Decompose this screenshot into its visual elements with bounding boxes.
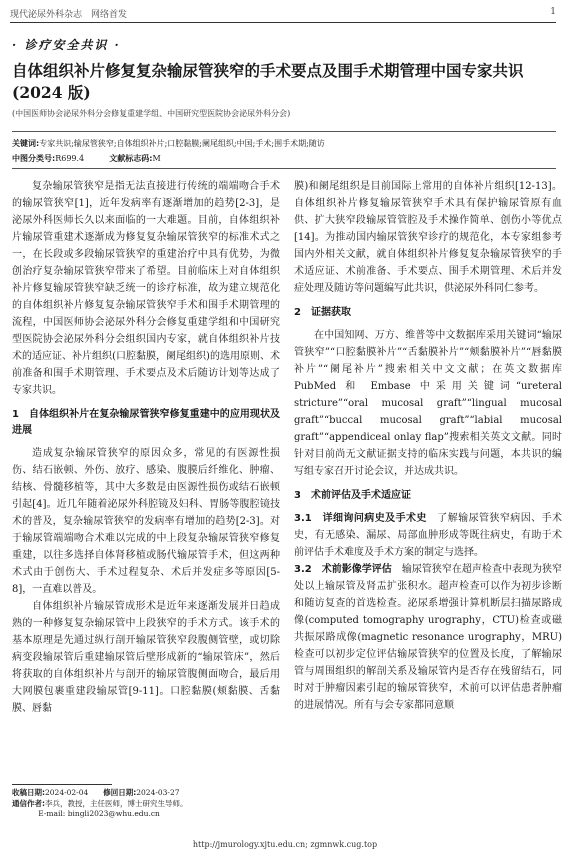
- journal-url: http://jmurology.xjtu.edu.cn; zgmnwk.cug.top: [192, 840, 378, 849]
- footnote: [12, 788, 280, 820]
- paragraph-continued: 膜)和阑尾组织是目前国际上常用的自体补片组织[12-13]。自体组织补片修复输尿管狭窄手术具有保护输尿管原有血供、扩大狭窄段输尿管管腔及手术操作简单、创伤小等优点[14]。为推动国内输尿管狭窄诊疗的规范化，本专家组参考国内外相关文献，就自体组织补片修复复杂输尿管狭窄的手术适应证、术前准备、手术要点、围手术期管理、术后并发症处理及随访等问题编写此共识，供泌尿外科同仁参考。: [294, 181, 562, 294]
- keywords-text: 专家共识;输尿管狭窄;自体组织补片;口腔黏膜;阑尾组织;中国;手术;围手术期;随访: [39, 139, 325, 148]
- clc-value: R699.4: [55, 154, 85, 163]
- running-header: [10, 4, 556, 20]
- revised-label: 修回日期:: [103, 788, 137, 797]
- meta-top-rule: [12, 131, 556, 132]
- revised-date: 2024-03-27: [136, 788, 180, 797]
- right-column: [294, 178, 562, 714]
- meta-bottom-rule: [12, 168, 556, 169]
- page-number: 1: [550, 7, 556, 17]
- doc-code-label: 文献标志码:: [109, 154, 153, 163]
- doc-code-value: M: [152, 154, 161, 163]
- section-tag: · 诊疗安全共识 ·: [12, 38, 121, 52]
- paragraph-3: 在中国知网、万方、维普等中文数据库采用关键词“输尿管狭窄”“口腔黏膜补片”“舌黏膜补片”“颊黏膜补片”“唇黏膜补片”“阑尾补片”搜索相关中文文献；在英文数据库 PubMed 和 Embase 中采用关键词“ureteral stricture”“oral mucosal graft”“lingual mucosal graft”“buccal mucosal graft”“labial mucosal graft”“appendiceal onlay flap”搜索相关英文文献。同时针对目前尚无文献证据支持的临床实践与问题，本共识的编写组专家召开讨论会议，并达成共识。: [294, 330, 562, 477]
- heading-1: 1 自体组织补片在复杂输尿管狭窄修复重建中的应用现状及进展: [12, 409, 280, 436]
- keywords-label: 关键词:: [12, 139, 40, 148]
- corr-label: 通信作者:: [12, 798, 45, 808]
- footnote-rule: [12, 784, 112, 785]
- paragraph-3-2: 输尿管狭窄在超声检查中表现为狭窄处以上输尿管及肾盂扩张积水。超声检查可以作为初步诊断和随访复查的首选检查。泌尿系增强计算机断层扫描尿路成像(computed tomography urography，CTU)检查或磁共振尿路成像(magnetic resonance urography，MRU)检查可以初步定位评估输尿管狭窄的位置及长度，了解输尿管与周围组织的解剖关系及输尿管内是否存在残留结石，同时对于肿瘤因素引起的输尿管狭窄，术前可以评估患者肿瘤的进展情况。所有与会专家都同意顺: [294, 564, 563, 711]
- article-title: 自体组织补片修复复杂输尿管狭窄的手术要点及围手术期管理中国专家共识(2024 版): [12, 61, 524, 102]
- classification: [12, 153, 562, 164]
- clc-label: 中图分类号:: [12, 154, 56, 163]
- heading-3: 3 术前评估及手术适应证: [294, 490, 411, 501]
- paragraph-3-1: 了解输尿管狭窄病因、手术史，有无感染、漏尿、局部血肿形成等既往病史，有助于术前评估手术难度及手术方案的制定与选择。: [294, 513, 563, 558]
- journal-name: 现代泌尿外科杂志 网络首发: [10, 10, 128, 20]
- heading-3-1: 3.1 详细询问病史及手术史: [294, 513, 427, 524]
- heading-3-2: 3.2 术前影像学评估: [294, 564, 392, 575]
- corr-email: E-mail: bingli2023@whu.edu.cn: [38, 809, 160, 818]
- paragraph-2: 自体组织补片输尿管成形术是近年来逐渐发展并日趋成熟的一种修复复杂输尿管中上段狭窄的手术方式。该手术的基本原理是先通过纵行剖开输尿管狭窄段腹侧管壁，或切除病变段输尿管后重建输尿管后壁形成新的“输尿管床”，然后将获取的自体组织补片与剖开的输尿管腹侧面吻合，最后用大网膜包裹重建段输尿管[9-11]。口腔黏膜(颊黏膜、舌黏膜、唇黏: [12, 601, 280, 714]
- intro-paragraph: 复杂输尿管狭窄是指无法直接进行传统的端端吻合手术的输尿管狭窄[1]，近年发病率有逐渐增加的趋势[2-3]，是泌尿外科医师长久以来面临的一大难题。目前，自体组织补片输尿管重建术逐渐成为修复复杂输尿管狭窄的标准术式之一，在长段或多段输尿管狭窄的重建治疗中具有优势，为微创治疗复杂输尿管狭窄带来了希望。目前临床上对自体组织补片修复输尿管狭窄缺乏统一的诊疗标准，故为建立规范化的自体组织补片修复复杂输尿管狭窄手术和围手术期管理的流程，中国医师协会泌尿外科分会修复重建学组和中国研究型医院协会泌尿外科分会组织国内专家，就自体组织补片技术的适应证、补片组织(口腔黏膜，阑尾组织)的选用原则、术前准备和围手术期管理、手术要点及术后随访计划等达成了专家共识。: [12, 181, 280, 396]
- corr-author: 李兵，教授，主任医师，博士研究生导师。: [45, 798, 188, 808]
- left-column: [12, 178, 280, 717]
- received-label: 收稿日期:: [12, 788, 45, 797]
- affiliation: (中国医师协会泌尿外科分会修复重建学组、中国研究型医院协会泌尿外科分会): [12, 109, 291, 118]
- received-date: 2024-02-04: [45, 788, 89, 797]
- header-rule: [10, 22, 556, 23]
- keywords: [12, 138, 562, 149]
- heading-2: 2 证据获取: [294, 307, 351, 318]
- paragraph-1: 造成复杂输尿管狭窄的原因众多，常见的有医源性损伤、结石嵌顿、外伤、放疗、感染、腹膜后纤维化、肿瘤、结核、骨髓移植等，其中大多数是由医源性损伤或结石嵌顿引起[4]。近几年随着泌尿外科腔镜及妇科、胃肠等腹腔镜技术的普及，复杂输尿管狭窄的发病率有增加的趋势[2-3]。对于输尿管端端吻合术难以完成的中上段复杂输尿管狭窄修复重建，以往多选择自体肾移植或肠代输尿管手术，但这两种术式由于创伤大、手术过程复杂、术后并发症多等原因[5-8]，一直难以普及。: [12, 448, 280, 595]
